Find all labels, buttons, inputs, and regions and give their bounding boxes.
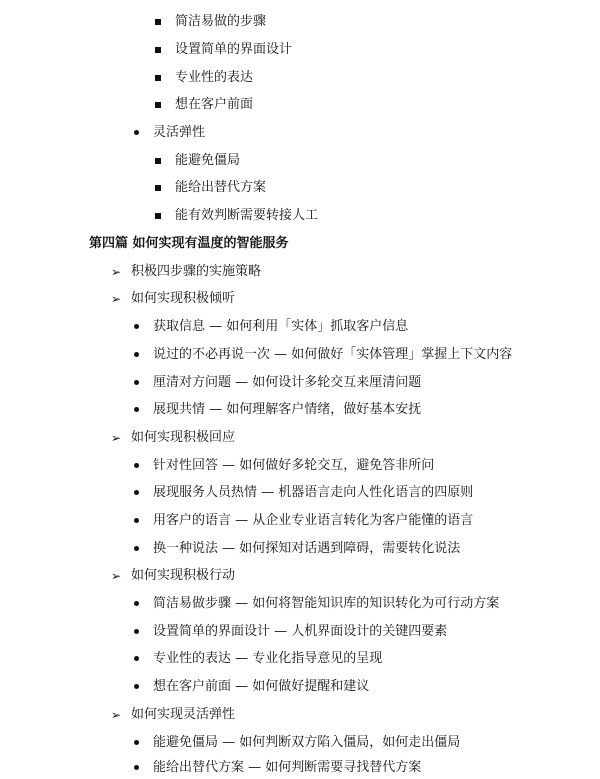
- list-item-text: 展现服务人员热情 — 机器语言走向人性化语言的四原则: [153, 485, 474, 500]
- section-label: 如何实现积极行动: [131, 568, 236, 583]
- arrow-bullet-icon: ➢: [110, 265, 122, 279]
- round-bullet-icon: [130, 594, 142, 614]
- square-bullet-icon: [152, 95, 164, 115]
- list-item-text: 能给出替代方案: [175, 180, 267, 195]
- list-item-text: 说过的不必再说一次 — 如何做好「实体管理」掌握上下文内容: [153, 347, 513, 362]
- square-bullet-icon: [152, 151, 164, 171]
- chapter-title: 第四篇 如何实现有温度的智能服务: [89, 236, 289, 251]
- list-item-text: 设置简单的界面设计: [175, 42, 293, 57]
- list-item-text: 想在客户前面 — 如何做好提醒和建议: [153, 679, 370, 694]
- list-item-text: 获取信息 — 如何利用「实体」抓取客户信息: [153, 319, 409, 334]
- round-bullet-icon: [130, 123, 142, 143]
- list-item-text: 能避免僵局: [175, 153, 241, 168]
- round-bullet-icon: [130, 456, 142, 476]
- round-bullet-icon: [130, 345, 142, 365]
- list-item-text: 简洁易做的步骤: [175, 14, 267, 29]
- list-item-text: 换一种说法 — 如何探知对话遇到障碍，需要转化说法: [153, 541, 461, 556]
- arrow-bullet-icon: ➢: [110, 569, 122, 583]
- section-label: 积极四步骤的实施策略: [131, 264, 262, 279]
- square-bullet-icon: [152, 178, 164, 198]
- round-bullet-icon: [130, 758, 142, 778]
- arrow-bullet-icon: ➢: [110, 431, 122, 445]
- list-item-text: 设置简单的界面设计 — 人机界面设计的关键四要素: [153, 624, 448, 639]
- list-item-text: 灵活弹性: [153, 125, 206, 140]
- arrow-bullet-icon: ➢: [110, 292, 122, 306]
- round-bullet-icon: [130, 539, 142, 559]
- section-label: 如何实现积极回应: [131, 430, 236, 445]
- list-item-text: 针对性回答 — 如何做好多轮交互，避免答非所问: [153, 458, 435, 473]
- round-bullet-icon: [130, 733, 142, 753]
- list-item-text: 能给出替代方案 — 如何判断需要寻找替代方案: [153, 760, 422, 775]
- list-item-text: 用客户的语言 — 从企业专业语言转化为客户能懂的语言: [153, 513, 474, 528]
- square-bullet-icon: [152, 68, 164, 88]
- round-bullet-icon: [130, 649, 142, 669]
- round-bullet-icon: [130, 400, 142, 420]
- list-item-text: 展现共情 — 如何理解客户情绪，做好基本安抚: [153, 402, 422, 417]
- list-item-text: 想在客户前面: [175, 97, 254, 112]
- arrow-bullet-icon: ➢: [110, 708, 122, 722]
- list-item-text: 专业性的表达 — 专业化指导意见的呈现: [153, 651, 383, 666]
- round-bullet-icon: [130, 677, 142, 697]
- round-bullet-icon: [130, 317, 142, 337]
- round-bullet-icon: [130, 622, 142, 642]
- list-item-text: 能有效判断需要转接人工: [175, 208, 319, 223]
- round-bullet-icon: [130, 483, 142, 503]
- square-bullet-icon: [152, 206, 164, 226]
- round-bullet-icon: [130, 511, 142, 531]
- section-label: 如何实现积极倾听: [131, 291, 236, 306]
- square-bullet-icon: [152, 40, 164, 60]
- list-item-text: 专业性的表达: [175, 70, 254, 85]
- section-label: 如何实现灵活弹性: [131, 707, 236, 722]
- list-item-text: 厘清对方问题 — 如何设计多轮交互来厘清问题: [153, 375, 422, 390]
- round-bullet-icon: [130, 373, 142, 393]
- square-bullet-icon: [152, 12, 164, 32]
- list-item-text: 能避免僵局 — 如何判断双方陷入僵局，如何走出僵局: [153, 735, 461, 750]
- list-item-text: 简洁易做步骤 — 如何将智能知识库的知识转化为可行动方案: [153, 596, 500, 611]
